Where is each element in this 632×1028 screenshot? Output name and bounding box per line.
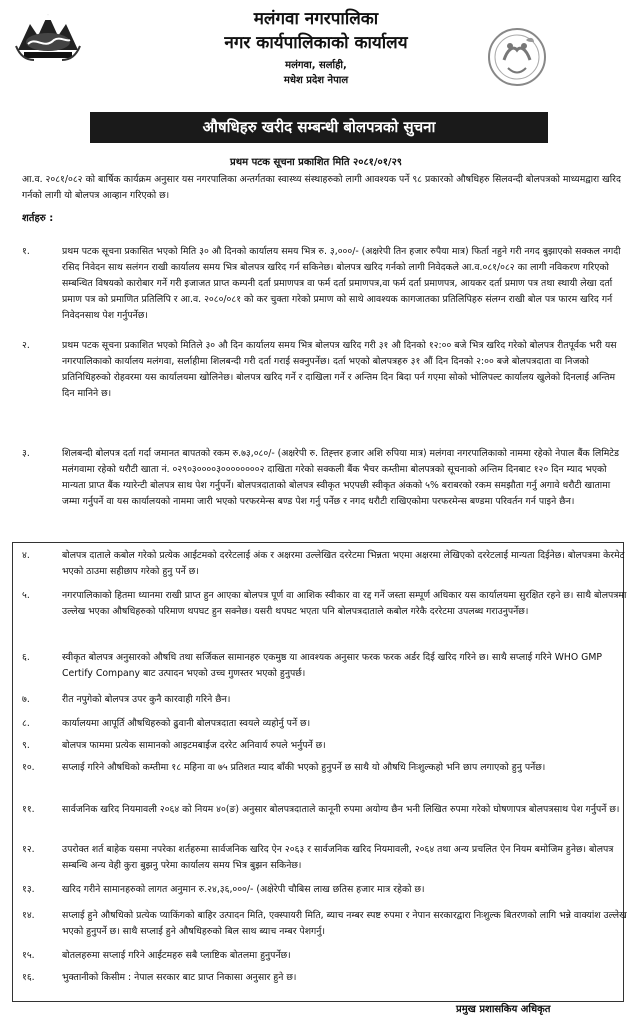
term-number: ३. [22,448,30,459]
term-number: १३. [22,884,35,895]
term-number: १०. [22,762,35,773]
term-text: स्वीकृत बोलपत्र अनुसारको औषधि तथा सर्जिकल सामानहरु एकमुष्ठ या आवश्यक अनुसार फरक फरक अर्डर दिई खरिद गरिने छ। साथै सप्लाई गरिने WHO GMP Certify Company बाट उत्पादन भएको उच्च गुणस्तर भएको हुनुपर्छ। [62,652,602,679]
term-text: प्रथम पटक सूचना प्रकाशित भएको मितिले ३० औ दिन कार्यालय समय भित्र बोलपत्र खरिद गरी ३१ औ दिनको १२:०० बजे भित्र खरिद गरेको बोलपत्र रीतपूर्वक भरी यस नगरपालिकाको कार्यालय मलंगवा, सर्लाहीमा शिलबन्दी गरी दर्ता गराई सक्नुपर्नेछ। दर्ता भएको बोलपत्रहरु ३१ औं दिन दिनको २:०० बजे बोलपत्रदाता वा निजको प्रतिनिधिहरुको रोहवरमा यस कार्यालयमा खोलिनेछ। बोलपत्र खरिद गर्ने र दाखिला गर्ने र अन्तिम दिन बिदा पर्न गएमा सोको भोलिपल्ट कार्यालय खुलेको दिनलाई अन्तिम दिन मानिने छ। [62,340,617,399]
term-number: ६. [22,652,30,663]
term-number: ४. [22,550,30,561]
term-text: नगरपालिकाको हितमा ध्यानमा राखी प्राप्त हुन आएका बोलपत्र पूर्ण वा आशिक स्वीकार वा रद्द गर्ने जस्ता सम्पूर्ण अधिकार यस कार्यालयमा सुरक्षित रहने छ। साथै बोलपत्रमा उल्लेख भएका औषधिहरुको परिमाण थपघट हुन सक्नेछ। यसरी थपघट भएता पनि बोलपत्रदाताले कबोल गरेकै दररेटमा उपलब्ध गराउनुपर्नेछ। [62,590,627,617]
term-number: २. [22,340,30,351]
terms-heading: शर्तहरु : [22,213,54,224]
term-text: भुक्तानीको किसीम : नेपाल सरकार बाट प्राप्त निकासा अनुसार हुने छ। [62,972,297,983]
term-number: ७. [22,694,30,705]
term-number: १२. [22,844,35,855]
term-text: बोतलहरुमा सप्लाई गरिने आईटमहरु सबै प्लाष्टिक बोतलमा हुनुपर्नेछ। [62,950,291,961]
address-line1: मलंगवा, सर्लाही, [285,60,347,71]
intro-paragraph: आ.व. २०८१/०८२ को बार्षिक कार्यक्रम अनुसार यस नगरपालिका अन्तर्गतका स्वास्थ्य संस्थाहरुको लागी आवश्यक पर्ने ९८ प्रकारको औषधिहरु सिलवन्दी बोलपत्रको माध्यमद्वारा खरिद गर्नको लागी यो बोलपत्र आव्हान गरिएको छ। [22,174,621,201]
signature-title: प्रमुख प्रशासकिय अधिकृत [456,1004,551,1015]
term-number: १४. [22,910,35,921]
notice-title: औषधिहरु खरीद सम्बन्धी बोलपत्रको सुचना [90,112,548,143]
office-name: नगर कार्यपालिकाको कार्यालय [224,33,408,53]
term-text: सार्वजनिक खरिद नियमावली २०६४ को नियम ४०(ङ) अनुसार बोलपत्रदाताले कानूनी रुपमा अयोग्य छैन भनी लिखित रुपमा गरेको घोषणापत्र बोलपत्रसाथ पेश गर्नुपर्ने छ। [62,804,620,815]
term-number: १६. [22,972,35,983]
term-number: १. [22,246,30,257]
term-text: उपरोक्त शर्त बाहेक यसमा नपरेका शर्तहरुमा सार्वजनिक खरिद ऐन २०६३ र सार्वजनिक खरिद नियमावली, २०६४ तथा अन्य प्रचलित ऐन नियम बमोजिम हुनेछ। बोलपत्र सम्बन्धि अन्य वेही कुरा बुझनु परेमा कार्यालय समय भित्र बुझन सकिनेछ। [62,844,614,871]
publication-date: प्रथम पटक सूचना प्रकाशित मिति २०८१/०१/२९ [230,157,402,168]
term-text: सप्लाई हुने औषधिको प्रत्येक प्याकिंगको बाहिर उत्पादन मिति, एक्स्पायरी मिति, ब्याच नम्बर स्पष्ट रुपमा र नेपान सरकारद्वारा निःशुल्क बितरणको लागि भन्ने वाक्यांश उल्लेख भएको हुनुपर्ने छ। साथै सप्लाई हुने औषधिहरुको बिल साथ ब्याच नम्बर पेशगर्नु। [62,910,627,937]
term-text: सप्लाई गरिने औषधिको कम्तीमा १८ महिना वा ७५ प्रतिशत म्याद बाँकी भएको हुनुपर्ने छ साथै यो औषधि निःशुल्कहो भनि छाप लगाएको हुनु पर्नेछ। [62,762,546,773]
term-text: बोलपत्र फाममा प्रत्येक सामानको आइटमबाईज दररेट अनिवार्य रुपले भर्नुपर्ने छ। [62,740,326,751]
term-text: बोलपत्र दाताले कबोल गरेको प्रत्येक आईटमको दररेटलाई अंक र अक्षरमा उल्लेखित दररेटमा भिन्नता भएमा अक्षरमा लेखिएको दररेटलाई मान्यता दिईनेछ। बोलपत्रमा केरमेट भएको ठाउमा सहीछाप गरेको हुनु पर्ने छ। [62,550,625,577]
term-text: प्रथम पटक सूचना प्रकासित भएको मिति ३० औ दिनको कार्यालय समय भित्र रु. ३,०००/- (अक्षरेपी तिन हजार रुपैया मात्र) फिर्ता नहुने गरी नगद बुझाएको सक्कल नगदी रसिद निवेदन साथ सलंगन राखी कार्यालय समय भित्र बोलपत्र खरिद गर्न सकिनेछ। बोलपत्र खरिद गर्नको लागी निवेदकले आ.व.०८१/०८२ का लागी नविकरण गरिएको सम्बन्धित विषयको कारोबार गर्ने गरी इजाजत प्राप्त कम्पनी दर्ता प्रमाणपत्र वा फर्म दर्ता प्रमाणपत्र,वा फर्म दर्ता प्रमाणपत्र, आयकर दर्ता प्रमाण पत्र तथा स्थायी लेखा दर्ता प्रमाण पत्र को प्रमाणित प्रतिलिपि र आ.व. २०८०/०८१ को कर चुक्ता गरेको प्रमाण को साथे आवश्यक कागजातका प्रतिलिपिहरु संलग्न राखी बोल पत्र फारम खरिद गर्न निवेदनसाथ पेश गर्नुपर्नेछ। [62,246,621,321]
municipality-name: मलंगवा नगरपालिका [253,9,379,29]
term-number: ११. [22,804,35,815]
term-text: खरिद गरीने सामानहरुको लागत अनुमान रु.२४,३६,०००/- (अक्षेरेपी चौबिस लाख छतिस हजार मात्र रहेको छ। [62,884,425,895]
municipality-logo-icon [486,26,548,88]
term-number: ९. [22,740,30,751]
term-number: १५. [22,950,35,961]
term-number: ८. [22,718,30,729]
term-text: रीत नपुगेको बोलपत्र उपर कुनै कारवाही गरिने छैन। [62,694,231,705]
term-text: शिलबन्दी बोलपत्र दर्ता गर्दा जमानत बापतको रकम रु.७३,०८०/- (अक्षरेपी रु. तिह्त्तर हजार अशि रुपिया मात्र) मलंगवा नगरपालिकाको नाममा रहेको नेपाल बैंक लिमिटेड मलंगवामा रहेको धरौटी खाता नं. ०२९०३००००३००००००००२ दाखिता गरेको सक्कली बैंक भैचर कम्तीमा बोलपत्रको सूचनाको अन्तिम दिनबाट १२० दिन म्याद भएको मान्यता प्राप्त बैंक ग्यारेन्टी बोलपत्र साथ पेश गर्नुपर्ने। बोलपत्रदाताको बोलपत्र स्वीकृत भएपछी स्वीकृत अंकको ५% बराबरको रकम समझौता गर्नु अगावे धरौटी खातामा जम्मा गर्नुपर्ने वा यस कार्यालयको नाममा जारी भएको परफरमेन्स बण्ड पेश गर्नु पर्नेछ र नगद धरौटी राखिएकोमा परफरमेन्स बण्डमा परिवर्तन गर्न पाइने छैन। [62,448,619,507]
term-number: ५. [22,590,30,601]
term-text: कार्यालयमा आपूर्ति औषधिहरुको ढुवानी बोलपत्रदाता स्वयले व्यहोर्नु पर्ने छ। [62,718,311,729]
address-line2: मधेश प्रदेश नेपाल [283,75,349,86]
